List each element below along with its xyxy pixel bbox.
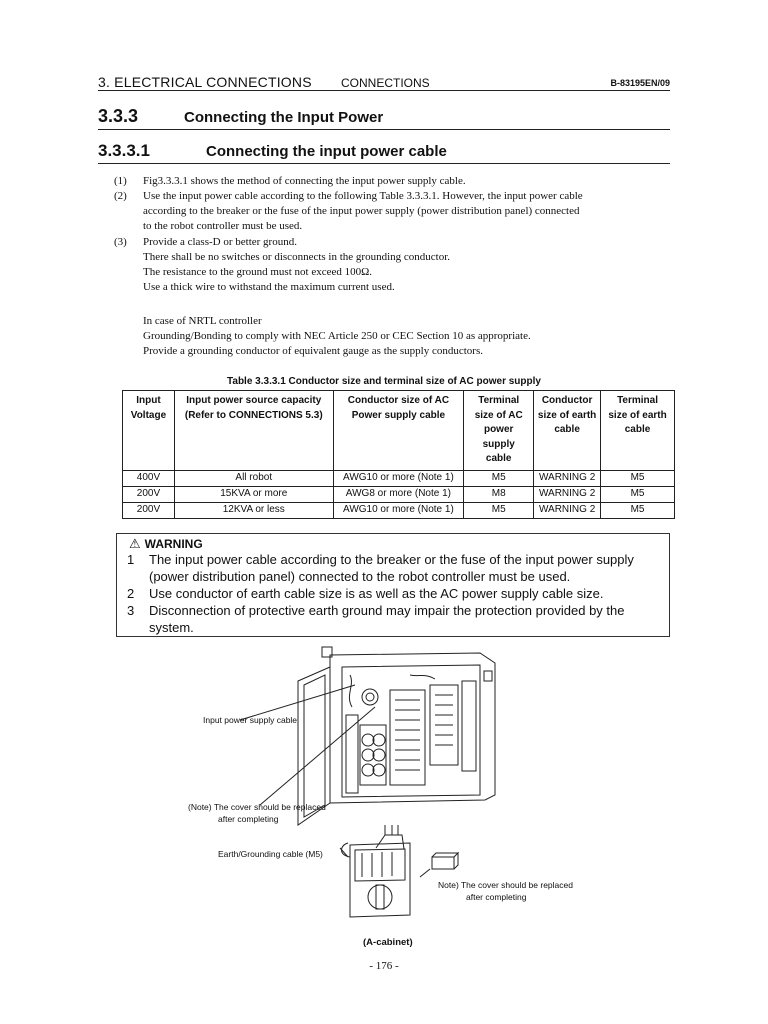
table-row bbox=[123, 502, 675, 518]
nrtl-line: Provide a grounding conductor of equivalent gauge as the supply conductors. bbox=[143, 345, 484, 357]
figure-caption: (A-cabinet) bbox=[363, 937, 413, 948]
table-row bbox=[123, 470, 675, 486]
section-title: Connecting the Input Power bbox=[184, 109, 384, 126]
conductor-size-table bbox=[122, 390, 675, 519]
table-cell: WARNING 2 bbox=[534, 470, 601, 486]
section-number: 3.3.3 bbox=[98, 106, 139, 126]
table-cell: AWG10 or more (Note 1) bbox=[333, 502, 464, 518]
list-text: Fig3.3.3.1 shows the method of connecting the input power supply cable. bbox=[143, 175, 466, 187]
header-section: CONNECTIONS bbox=[341, 76, 430, 90]
table-cell: M5 bbox=[601, 470, 675, 486]
col-header-earth-terminal: Terminal size of earth cable bbox=[601, 391, 675, 471]
col-header-capacity: Input power source capacity (Refer to CONNECTIONS 5.3) bbox=[174, 391, 333, 471]
subsection-rule bbox=[98, 163, 670, 164]
table-cell: 400V bbox=[123, 470, 175, 486]
col-header-input-voltage: Input Voltage bbox=[123, 391, 175, 471]
table-cell: 200V bbox=[123, 486, 175, 502]
list-marker: (2) bbox=[114, 190, 127, 202]
table-cell: AWG10 or more (Note 1) bbox=[333, 470, 464, 486]
header-rule bbox=[98, 90, 670, 91]
breaker-detail-drawing bbox=[342, 825, 459, 917]
table-header-row bbox=[123, 391, 675, 471]
cabinet-drawing bbox=[298, 647, 495, 825]
subsection-number: 3.3.3.1 bbox=[98, 141, 150, 160]
subsection-title: Connecting the input power cable bbox=[206, 143, 447, 160]
list-text: Use the input power cable according to the following Table 3.3.3.1. However, the input power cable bbox=[143, 190, 583, 202]
table-cell: M5 bbox=[464, 470, 534, 486]
table-caption: Table 3.3.3.1 Conductor size and terminal size of AC power supply bbox=[227, 376, 541, 387]
table-cell: M5 bbox=[601, 502, 675, 518]
label-input-power-supply-cable: Input power supply cable bbox=[203, 715, 298, 725]
col-header-ac-conductor: Conductor size of AC Power supply cable bbox=[333, 391, 464, 471]
table-cell: 12KVA or less bbox=[174, 502, 333, 518]
list-text: to the robot controller must be used. bbox=[143, 220, 303, 232]
label-note-cover-2: Note) The cover should be replaced after completing bbox=[438, 880, 573, 902]
table-cell: All robot bbox=[174, 470, 333, 486]
table-cell: M5 bbox=[464, 502, 534, 518]
list-text: Provide a class-D or better ground. bbox=[143, 236, 297, 248]
table-cell: AWG8 or more (Note 1) bbox=[333, 486, 464, 502]
list-marker: (1) bbox=[114, 175, 127, 187]
table-cell: 200V bbox=[123, 502, 175, 518]
table-cell: M8 bbox=[464, 486, 534, 502]
table-cell: WARNING 2 bbox=[534, 502, 601, 518]
list-text: There shall be no switches or disconnects in the grounding conductor. bbox=[143, 251, 451, 263]
list-text: Use a thick wire to withstand the maximum current used. bbox=[143, 281, 395, 293]
list-text: The resistance to the ground must not exceed 100Ω. bbox=[143, 266, 373, 278]
nrtl-line: In case of NRTL controller bbox=[143, 315, 262, 327]
warning-triangle-icon: ⚠ bbox=[129, 536, 141, 551]
warning-box: ⚠ WARNING 1 The input power cable according to the breaker or the fuse of the input power supply (power distribution panel) connected to the robot controller must be used. 2 Use conductor of earth cable size is as well as the AC power supply cable size. 3 Disconnection of protective earth ground may impair the protection provided by the system. bbox=[116, 533, 670, 637]
warning-title: ⚠ WARNING bbox=[129, 536, 203, 551]
nrtl-line: Grounding/Bonding to comply with NEC Article 250 or CEC Section 10 as appropriate. bbox=[143, 330, 531, 342]
section-rule bbox=[98, 129, 670, 130]
list-text: according to the breaker or the fuse of the input power supply (power distribution panel) connected bbox=[143, 205, 580, 217]
header-doc-id: B-83195EN/09 bbox=[610, 78, 670, 88]
label-earth-grounding-cable: Earth/Grounding cable (M5) bbox=[218, 849, 323, 859]
table-cell: 15KVA or more bbox=[174, 486, 333, 502]
col-header-ac-terminal: Terminal size of AC power supply cable bbox=[464, 391, 534, 471]
col-header-earth-conductor: Conductor size of earth cable bbox=[534, 391, 601, 471]
label-note-cover-1: (Note) The cover should be replaced after completing bbox=[188, 802, 326, 824]
header-chapter: 3. ELECTRICAL CONNECTIONS bbox=[98, 74, 312, 90]
list-marker: (3) bbox=[114, 236, 127, 248]
table-cell: WARNING 2 bbox=[534, 486, 601, 502]
page-number: - 176 - bbox=[369, 960, 399, 972]
table-row bbox=[123, 486, 675, 502]
table-cell: M5 bbox=[601, 486, 675, 502]
